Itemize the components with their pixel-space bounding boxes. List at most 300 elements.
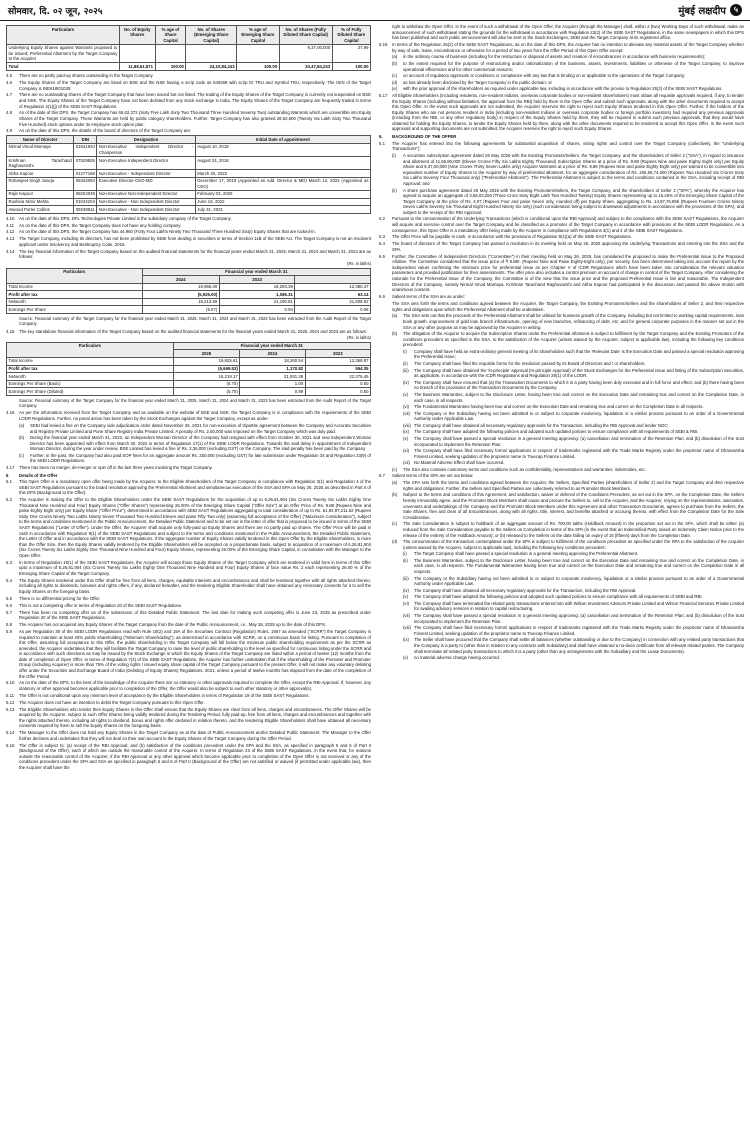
paragraph — [6, 622, 371, 628]
paragraph-number: (e) — [392, 86, 398, 92]
paragraph-text: As per Regulation 38 of the SEBI LODR Regulations read with Rule 19(2) and 19A of the Securities Contract (Regulation) Rules, 1957 as amended ("SCRR") the Target Company is required to maintain at least 25% public shareholding ("Minimum Shareholding"), as determined in accordance with SCRR, on a continuous basis for listing. Pursuant to completion of this Offer, assuming full acceptance to this Offer, the public shareholding in the Target Company will fall below the minimum public shareholding requirement as per the SCRR as amended, the Acquirer undertakes that they will facilitate the Target Company to raise the level of public shareholding to the level as specified for continuous listing under the SCRR and in accordance with such directions as may be issued by the Stock Exchange in which the Equity Shares of the Target Company are listed within a period of twelve (12) months from the date of completion of Open Offer. In terms of Regulation 7(4) of the SEBI SAST Regulations, the Acquirer has further undertaken that if the shareholding of the Promoter and Promoter Group (including Acquirer) is more than 75% of the voting rights / issued equity share capital of the Target Company pursuant to the present Offer, it will not make any voluntary delisting offer under the Securities and Exchange Board of India (Delisting of Equity Shares) Regulations, 2021, unless a period of twelve months has elapsed from the date of the completion of the Offer Period. — [19, 628, 371, 679]
paragraph-number: (ii) — [392, 187, 397, 193]
paragraph-number: 5.5 — [6, 595, 12, 601]
section-heading — [6, 473, 371, 479]
table-cell: 01641934 — [74, 143, 97, 156]
paragraph-text: No Material Adverse Effect shall have occurred. — [414, 460, 505, 466]
paragraph — [379, 141, 744, 152]
table-cell: 0.94 — [219, 306, 295, 314]
ssa-intro: The SSA sets forth the terms and conditions agreed between the Acquirer, the Target Company, the Existing Promoters/Sellers and the shareholders of Seller 2, and their respective rights and obligations upon which the Preferential Allotment shall be undertaken. — [392, 300, 744, 312]
table-cell: Non-Executive - Non Independent Director — [97, 198, 195, 206]
table-cell: December 17, 2019 (Appointed as Add. Director & MD) March 12, 2022 (Appointed as CEO) — [197, 178, 369, 189]
paragraph-number: (x) — [403, 655, 409, 661]
paragraph-number: (i) — [403, 551, 407, 557]
paragraph-text: As per the information received from the Target Company and as available on the website of BSE and NSE, the Target Company is in compliance with the requirements of the SEBI LODR Regulations. Further, no penal action has been taken by the Stock Exchanges against the Target Company, except as under: — [19, 410, 371, 422]
paragraph-number: (a) — [392, 480, 398, 486]
table-cell: 01277168 — [75, 170, 95, 176]
paragraph-number: 4.17 — [6, 464, 15, 470]
paragraph-text: to the extent required for the purpose of restructuring and/or rationalization of the business, assets, investments, liabilities or otherwise of the Target Company, to improve operational efficiencies and for other commercial reasons; — [403, 61, 744, 72]
paragraph-text: In terms of Regulation 19(1) of the SEBI SAST Regulations, the Acquirer will accept those Equity Shares of the Target Company which are tendered in valid form in terms of this Offer upto a maximum of 6,26,81,904 (Six Crores Twenty Six Lakhs Eighty One Thousand Nine Hundred and Four) Equity Shares of face value Rs. 2 each representing 26.00 % of the Emerging Share Capital of the Target Company. — [19, 559, 371, 576]
table-row — [7, 63, 371, 71]
sub-sub-paragraph — [403, 349, 744, 360]
paragraph-number: 5.10 — [6, 680, 15, 686]
paragraph-text: BACKGROUND OF THE OFFER — [392, 134, 457, 139]
paragraph-text: The Company shall have filed necessary forms/ applications in respect of trademarks registered with the Trade Marks Registry under the proprietor name of Dhanvarsha Finvest Limited, seeking updation of the proprietor name to Truecap Finance Limited. — [414, 625, 744, 636]
article-columns — [0, 21, 750, 1146]
sub-sub-paragraph — [403, 368, 744, 379]
paragraph-number: (viii) — [403, 422, 411, 428]
paragraph — [6, 693, 371, 699]
sub-paragraph — [392, 73, 744, 79]
column-group-header: Financial year ended March 31 — [173, 342, 370, 350]
table-cell: 63.14 — [295, 291, 371, 299]
paragraph-number: (ii) — [403, 557, 408, 563]
newspaper-name — [678, 3, 742, 17]
table-cell: Non-Executive Independent Director - Chairperson — [98, 144, 194, 155]
paragraph-number: 6.6 — [379, 294, 385, 300]
table-cell: (5.70) — [173, 380, 240, 388]
year-header — [295, 276, 371, 284]
paragraph-number: 5 — [6, 472, 9, 478]
paragraph-text: The Company shall have adopted the following policies and adopted such updated policies to ensure compliance with all requirements of SEBI and RBI. — [414, 594, 703, 600]
paragraph-text: The key standalone financial information of the Target Company based on the audited financial statements for the financial years ended March 31, 2025, 2024 and 2023 are as follows: — [19, 328, 367, 334]
paragraph-text: This is not a competing offer in terms of Regulation 20 of the SEBI SAST Regulations. — [19, 602, 183, 608]
table-cell: 1.00 — [240, 380, 305, 388]
paragraph-number: 5.11 — [6, 692, 15, 698]
paragraph — [6, 603, 371, 609]
paragraph — [379, 473, 744, 479]
table-cell: 21,608.92 — [295, 298, 371, 306]
sub-sub-paragraph — [403, 613, 744, 624]
paragraph-number: 5.12 — [6, 699, 15, 705]
sub-paragraph — [392, 492, 744, 520]
paragraph-number: (viii) — [403, 625, 411, 631]
table-row — [7, 298, 371, 306]
table-cell: 18,284.39 — [219, 283, 295, 291]
table-cell: Rajiv Kapoor — [7, 190, 74, 198]
paragraph-text: The Target Company shall have passed a special resolution in a general meeting approving the Preferential Allotment. — [414, 551, 639, 557]
sub-sub-paragraph — [403, 361, 744, 367]
paragraph — [6, 110, 371, 127]
paragraph-text: During the financial year ended March 31, 2022, an Independent Woman Director of the Company had resigned with effect from October 30, 2021 and new Independent Woman Director has been appointed with effect from March 30, 2022 in terms of Regulation 17(1) of the SEBI LODR Regulations. Towards the said delay in appointment of Independent Woman Director, during the year under review, BSE Limited has levied a fine of Rs. 2,36,000 (excluding GST) on the Company. The said penalty has been paid by the Company. — [30, 435, 371, 452]
column-header: Initial Date of appointment — [195, 136, 370, 144]
paragraph-number: (vi) — [403, 600, 409, 606]
paragraph-text: As on the date of this DPS, the details of the board of directors of the Target Company are: — [19, 128, 192, 134]
paragraph-number: (vi) — [403, 404, 409, 410]
table-cell: 19,925.61 — [173, 357, 240, 365]
paragraph-text: The Equity Shares tendered under this Offer shall be free from all liens, charges, equitable interests and encumbrances and shall be tendered together with all rights attached thereto, including all rights to dividends, bonuses and rights offers, if any, declared hereafter, and the tendering Eligible Shareholder shall have obtained any necessary consents for it to sell the Equity Shares on the foregoing basis. — [19, 577, 371, 594]
table-cell: June 16, 2022 — [195, 198, 370, 206]
table-cell: July 31, 2021 — [195, 206, 370, 214]
table-cell: 12,380.47 — [295, 283, 371, 291]
paragraph-number: (d) — [392, 539, 398, 545]
table-cell: Executive Director-CEO-MD — [97, 177, 195, 190]
table-cell: August 10, 2018 — [195, 143, 370, 156]
paragraph — [6, 707, 371, 729]
paragraph — [6, 578, 371, 595]
paragraph-text: There are no partly paid-up shares outstanding in the Target Company. — [19, 73, 154, 79]
table-cell: Non-Executive - Independent Director — [97, 170, 195, 178]
sub-paragraph — [392, 480, 744, 491]
table-cell: (5.70) — [173, 388, 240, 396]
sub-paragraph — [392, 54, 744, 60]
page-number: ५ — [730, 4, 742, 16]
table-cell: Krishnan Tarachand Raghuvanshi — [8, 157, 72, 169]
column-header: No. of Shares (Emerging Share Capital) — [186, 26, 237, 45]
paragraph-number: 4.6 — [6, 79, 12, 85]
table-header-row — [7, 136, 371, 144]
column-header: Designation — [97, 136, 195, 144]
paragraph-text: The consummation of the transaction contemplated under the SPA is subject to fulfilment of the conditions precedent as specified under the SPA to the satisfaction of the Acquirer (unless waived by the Acquirer, subject to applicable law), including the following key conditions precedent: — [403, 539, 744, 550]
paragraph-number: 4.13 — [6, 236, 15, 242]
paragraph — [6, 610, 371, 621]
table-cell: 0.50 — [305, 388, 370, 396]
table-cell: 9,37,00,000 — [279, 44, 332, 63]
paragraph-text: SEBI had levied a fine on the Company vide adjudication order dated November 25, 2021 for non-execution of tripartite agreement between the Company and Accurate Securities and Registry Private Limited and Pune Share Registry India Private Limited. A penalty of Rs. 2,50,000 was imposed on the Target Company which was duly paid. — [30, 422, 371, 434]
column-header: DIN — [74, 136, 97, 144]
paragraph-number: (xi) — [403, 448, 409, 454]
row-label: Total — [7, 63, 120, 71]
paragraph-text: The obligation of the Acquirer to acquire the Subscription Shares under the Preferential Allotment is subject to fulfilment by the Target Company and the Existing Promoters of the conditions precedent as specified in the SSA, to the satisfaction of the Acquirer (unless waived by the Acquirer, subject to applicable law), including the following key conditions precedent: — [403, 331, 744, 348]
paragraph-number: (x) — [403, 435, 409, 441]
table-cell: 1,086.31 — [219, 291, 295, 299]
table-cell: Atwood Porter Collins — [7, 206, 74, 214]
paragraph-number: (iii) — [403, 575, 409, 581]
paragraph-text: The board of directors of the Target Company has passed a resolution in its meeting held on May 26, 2025 approving the Underlying Transactions and entering into the SSA and the SPA. — [392, 241, 744, 252]
newspaper-masthead — [0, 0, 750, 21]
year-header: 2023 — [305, 350, 370, 358]
paragraph-text: The Acquirer is making the Offer to the Eligible Shareholders under the SEBI SAST Regulations for the acquisition of up to 6,26,81,904 (Six Crores Twenty Six Lakhs Eighty One Thousand Nine Hundred and Four) Equity Shares ("Offer Shares") representing 26.00% of the Emerging Share Capital ("Offer Size") at an Offer Price of Rs. 9.88 (Rupees Nine and paise Eighty Eight only) per Equity Share ("Offer Price"), determined in accordance with SEBI SAST Regulations aggregating to total consideration of up to Rs. 61,92,97,211.52 (Rupees Sixty One Crores Ninety Two Lakhs Ninety Seven Thousand Two Hundred Eleven and paise Fifty Two only) (assuming full acceptance of the Offer) ("Maximum Consideration"), subject to the terms and conditions mentioned in the Public Announcement, the Detailed Public Statement and to be set out in the letter of offer that is proposed to be issued in terms of the SEBI SAST Regulations ("Letter of Offer"). Under the Offer, the Acquirer shall acquire only fully-paid up Equity Shares and there are no partly paid up shares. The Offer Price will be paid in cash in accordance with Regulation 9(1) of the SEBI SAST Regulations and subject to the terms and conditions mentioned in the Public Announcement, the Detailed Public Statement, the Letter of Offer and in accordance with the SEBI SAST Regulations. If the aggregate number of Equity Shares validly tendered in this Open Offer by the Eligible Shareholders, is more than the Offer Size, then the Equity Shares validly tendered by the Eligible Shareholders will be accepted on a proportionate basis, subject to acquisition of a maximum of 6,26,81,904 (Six Crores Twenty Six Lakhs Eighty One Thousand Nine Hundred and Four) Equity Shares, representing 26.00% of the Emerging Share Capital, in consultation with the Manager to the Open Offer. — [19, 497, 371, 558]
paragraph-text: as has already been disclosed by the Target Company in the public domain; or — [403, 79, 552, 85]
paragraph-number: 5.6 — [6, 602, 12, 608]
paragraph-number: (c) — [392, 73, 398, 79]
sub-sub-paragraph — [403, 380, 744, 391]
paragraph-number: 4.14 — [6, 248, 15, 254]
paragraph-number: (iv) — [403, 379, 409, 385]
row-label: Earnings Per Share — [7, 306, 143, 314]
table-row — [7, 44, 371, 63]
paragraph-text: The Manager to the Offer does not hold any Equity Shares in the Target Company as at the date of Public Announcement and/or Detailed Public Statement. The Manager to the Offer further declares and undertakes that they will not deal on their own account in the Equity Shares of the Target Company during the Offer Period. — [19, 730, 371, 741]
sub-paragraph — [19, 435, 371, 452]
paragraph-number: 4.12 — [6, 229, 15, 235]
paragraph-number: 5.1 — [6, 479, 12, 485]
table-header-row — [7, 26, 371, 45]
paragraph-text: The Offer Price will be payable in cash, in accordance with the provisions of Regulation 9(1)(a) of the SEBI SAST Regulations. — [392, 234, 632, 240]
paragraph-text: As of the date of this DPS, the Target Company has 65,62,372 (Sixty Five Lakh Sixty Two Thousand Three Hundred Seventy Two) outstanding Warrants which are convertible into Equity Shares of the Target Company. These Warrants are held by public category shareholders. Further, Target Company has also granted 28,62,500 (Twenty Six Lakh Sixty Two Thousand Five Hundred) stock options under its employee stock option plan. — [19, 110, 371, 127]
paragraph-text: The Company shall have adopted the following policies and adopted such updated policies to ensure compliance with all requirements of SEBI & RBI. — [414, 429, 699, 435]
paragraph-number: 5.8 — [6, 622, 12, 628]
year-header: 2024 — [142, 276, 219, 284]
paragraph — [6, 629, 371, 679]
paragraph-number: (i) — [392, 153, 396, 159]
paragraph-text: Salient terms of the SSA are as under: — [392, 294, 466, 300]
financial-table-consolidated — [6, 268, 371, 314]
paragraph-number: 4.5 — [6, 73, 12, 79]
paragraph-text: Company shall have held an extra-ordinary general meeting of its shareholders such that the 'Relevant Date' is the Execution Date and passed a special resolution approving the Preferential Issue; — [414, 348, 744, 360]
table-cell: 100.00 — [237, 63, 279, 71]
paragraph — [379, 216, 744, 233]
table-cell — [155, 44, 186, 63]
table-cell: 11,88,61,871 — [119, 63, 155, 71]
table-row — [7, 198, 371, 206]
paragraph-text: The Acquirer does not have an intention to delist the Target Company pursuant to this Open Offer. — [19, 699, 205, 705]
paragraph-number: 4.9 — [6, 128, 12, 134]
paragraph — [379, 294, 744, 300]
paragraph — [6, 249, 371, 260]
sub-sub-paragraph — [403, 404, 744, 410]
paragraph-number: (c) — [19, 452, 25, 458]
table-cell: 0.50 — [305, 380, 370, 388]
year-header: 2023 — [219, 276, 295, 284]
paragraph-number: (v) — [403, 391, 409, 397]
table-row — [7, 283, 371, 291]
paragraph-text: The Offer is not conditional upon any minimum level of acceptance by the Eligible Shareholders in terms of Regulation 19 of the SEBI SAST Regulations. — [19, 692, 310, 698]
paragraph-number: 4.10 — [6, 215, 15, 221]
table-cell: 33,47,84,243 — [279, 63, 332, 71]
paragraph-number: (v) — [403, 594, 409, 600]
sub-paragraph — [392, 153, 744, 186]
sub-paragraph — [392, 521, 744, 538]
table-cell: February 03, 2020 — [195, 190, 370, 198]
column-header: Name of Director — [7, 136, 74, 144]
paragraph-number: 5.16 — [379, 42, 388, 48]
table-cell: August 24, 2018 — [195, 157, 370, 170]
year-header: 2024 — [240, 350, 305, 358]
paragraph-text: The Company shall have filed the requisite forms for the resolution passed by its Board of Directors and / or shareholders. — [414, 361, 646, 367]
paragraph-text: The Company shall have obtained all necessary regulatory approvals for the Transaction, including the RBI Approval. — [414, 587, 637, 593]
paragraph-number: (ii) — [403, 361, 408, 367]
paragraph-text: in the ordinary course of business (including for the restructure or disposal of assets and creation of encumbrances in accordance with business requirements); — [403, 54, 706, 60]
table-row — [7, 143, 371, 156]
paragraph — [6, 92, 371, 109]
row-label: Networth — [7, 298, 143, 306]
paragraph — [6, 730, 371, 741]
newspaper-title: मुंबई लक्षदीप — [678, 6, 726, 17]
paragraph-text: As on the date of this DPS, DFL Technologies Private Limited is the subsidiary company of the Target Company. — [19, 215, 232, 221]
paragraph-number: 6.1 — [379, 140, 385, 146]
sub-sub-paragraph — [403, 594, 744, 600]
sub-sub-paragraph — [403, 576, 744, 587]
paragraph — [6, 743, 371, 771]
paragraph-number: (vii) — [403, 613, 410, 619]
paragraph-text: Further, in the past, the Company had also paid SOP fines for an aggregate amount Rs. 250,000 (excluding GST) for late submission under Regulation 34 and Regulation 23(9) of the SEBI LODR Regulations. — [30, 452, 371, 464]
sub-sub-paragraph — [403, 625, 744, 636]
paragraph-text: As on the date of the DPS, to the best of the knowledge of the Acquirer there are no statutory or other approvals required to complete the Offer, except the RBI Approval. If, however, any statutory or other approval becomes applicable prior to completion of the Offer, the Offer would also be subject to such other statutory or other approval(s). — [19, 680, 371, 692]
paragraph — [379, 241, 744, 252]
paragraph-number: 4.15 — [6, 328, 15, 334]
paragraph — [6, 700, 371, 706]
sub-paragraph — [392, 331, 744, 348]
table-cell — [237, 44, 279, 63]
paragraph-text: There is no differential pricing for the Offer. — [19, 595, 101, 601]
table-cell: 0.06 — [295, 306, 371, 314]
table-cell — [119, 44, 155, 63]
fin2-units: (Rs. in lakhs) — [347, 335, 371, 341]
table-cell: 21,931.38 — [240, 373, 305, 381]
paragraph-text: This Open Offer is a mandatory open offer being made by the Acquirer, to the Eligible Shareholders of the Target Company in compliance with Regulation 3(1) and Regulation 4 of the SEBI SAST Regulations pursuant to the board resolution approving the Preferential Allotment and simultaneous execution of the SSA and SPA on May 26, 2025 as described in Part II of this DPS (Background to the Offer). — [19, 479, 371, 496]
fin1-units: (Rs. in lakhs) — [347, 261, 371, 267]
table-row — [7, 170, 371, 178]
table-cell: 27.99 — [332, 44, 370, 63]
table-cell: Nirmal Vinod Momaya — [7, 143, 74, 156]
paragraph-text: There has been no competing offer as of the submission of this Detailed Public Statement. The last date for making such competing offer is June 23, 2025 as prescribed under Regulation 20 of the SEBI SAST Regulations. — [19, 609, 371, 621]
paragraph — [6, 479, 371, 496]
table-cell: 01042204 — [75, 199, 95, 205]
paragraph-number: 6.2 — [379, 216, 385, 222]
paragraph-text: The Business Warranties, subject to the Disclosure Letter, having been true and correct on the Execution Date and remaining true and correct on the Completion Date, in each case, in all respects. — [414, 391, 744, 403]
paragraph-number: 5.15 — [6, 742, 15, 748]
table-cell: Rohanjeet Singh Juneja — [7, 177, 74, 190]
paragraph-number: 6.4 — [379, 241, 385, 247]
year-header: 2025 — [173, 350, 240, 358]
row-label: Underlying Equity Shares against Warrants proposed to be issued; Preferential Allotment by the Target Company to the Acquirer — [8, 45, 118, 62]
paragraph-text: Further, the Committee of Independent Directors ("Committee") in their meeting held on May 26, 2025, has considered the proposed to make the Preferential Issue to the Proposed Allottee. The Committee considered that the issue price of ₹ 9.88/- (Rupees Nine and Paise Eighty-Eight only), per security, has been determined taking into account the report by the independent valuer confirming the minimum price for preferential issue as per Chapter V of ICDR Regulations which have been taken into consideration the relevant valuation parameters and provided justification for their assessments. The offer price also includes a control premium on account of change in control of the Target Company. After considering the rationale for the Preferential Issue of the Company, the Committee is of the view that the issue price and the proposed Preferential Issue is fair and reasonable. The Independent Directors of the Company, namely Nirmal Vinod Momaya, Krishnan Tarachand Raghuvanshi and Abha Kapoor had participated in the discussion and passed the above motion with unanimous consent. — [392, 253, 744, 293]
table-row — [7, 177, 371, 190]
paragraph-text: All Eligible Shareholders (including residents, non-resident Indians, overseas corporate bodies or non-resident shareholders) must obtain all requisite approvals required, if any, to tender the Equity Shares (including without limitation, the approval from the RBI) held by them in the Open Offer and submit such approvals, along with the other documents required to accept this Open Offer. In the event such approvals are not submitted, the Acquirer reserves the right to reject such Equity Shares tendered in this Open Offer. Further, if the holders of the Equity Shares who are not persons resident in India (including non-resident Indians or overseas corporate bodies or foreign portfolio investors) had required any previous approvals (including from the RBI, or any other regulatory body) in respect of the Equity Shares held by them, they will be required to submit such previous approvals, that they would have obtained for holding the Equity Shares, to tender the Equity Shares held by them, along with the other documents required to be tendered to accept this Open Offer. In the event such approvals and supporting documents are not submitted, the Acquirer reserves the right to reject such Equity Shares. — [392, 92, 744, 132]
sub-paragraph — [392, 313, 744, 330]
sub-sub-paragraph — [403, 448, 744, 459]
table-row — [7, 380, 371, 388]
table-header-row — [7, 342, 371, 350]
column-header: Particulars — [7, 268, 143, 283]
table-cell: 07529826 — [74, 157, 97, 170]
paragraph — [6, 73, 371, 79]
fin2-source: Source: Financial summary of the Target Company for the financial year ended March 31, 2025, March 31, 2024 and March 31, 2023 has been extracted from the Audit Report of the Target Company. — [19, 397, 371, 409]
paragraph — [379, 93, 744, 132]
paragraph-text: As on the date of this DPS, the Target Company does not have any holding company. — [19, 222, 182, 228]
paragraph-number: 4.16 — [6, 410, 15, 416]
paragraph — [379, 42, 744, 53]
paragraph-text: The Company shall have obtained all necessary regulatory approvals for the Transaction, including the RBI Approval and lender NOC; — [414, 422, 669, 428]
right-column — [379, 24, 744, 1146]
sub-sub-paragraph — [403, 588, 744, 594]
paragraph-number: 5.9 — [6, 628, 12, 634]
paragraph-number: 5.7 — [6, 609, 12, 615]
table-cell: 22,275.45 — [305, 373, 370, 381]
table-row — [7, 373, 371, 381]
table-cell: 1,170.82 — [240, 365, 305, 373]
row-label: Earnings Per Share (Basic) — [7, 380, 174, 388]
sub-sub-paragraph — [403, 436, 744, 447]
paragraph-number: (a) — [392, 54, 398, 60]
table-cell: 08204049 — [75, 191, 95, 197]
paragraph — [6, 560, 371, 577]
table-cell: (6,669.53) — [173, 365, 240, 373]
paragraph-continued: right to withdraw the Open Offer. In the event of such a withdrawal of the Open Offer, the Acquirer (through the Manager) shall, within 2 (two) Working Days of such withdrawal, make an announcement of such withdrawal stating the grounds for the withdrawal in accordance with Regulation 23(2) of the SEBI SAST Regulations, in the same newspapers in which this DPS has been published and such public announcement will also be sent to the Stock Exchanges, SEBI and the Target Company at its registered office. — [392, 24, 744, 41]
paragraph — [6, 680, 371, 691]
paragraph-number: (a) — [392, 313, 398, 319]
table-cell: Non-Executive Non-Independent Director — [97, 190, 195, 198]
paragraph-text: The Eligible Shareholders who tender their Equity Shares in this Offer shall ensure that the Equity Shares are clear from all liens, charges and encumbrances. The Offer Shares will be acquired by the Acquirer, subject to such Offer Shares being validly tendered during the Tendering Period, fully paid-up, free from all liens, charges and encumbrances and together with the rights attached thereto, including all rights to dividend, bonus and rights offer declared in relation thereto, and the tendering Eligible Shareholders shall have obtained all necessary consents required by them to sell the Equity Shares on the foregoing basis. — [19, 706, 371, 729]
column-header: No. of Shares (Fully Diluted Share Capital) — [279, 26, 332, 45]
table-row — [7, 157, 371, 170]
table-row — [7, 357, 371, 365]
paragraph-text: The Acquirer has entered into the following agreements for substantial acquisition of shares, voting rights and control over the Target Company (collectively, the "Underlying Transactions"): — [392, 140, 744, 152]
paragraph-text: Pursuant to the consummation of the Underlying Transactions (which is conditional upon the RBI Approval) and subject to the compliance with the SEBI SAST Regulations, the Acquirer will acquire and exercise control over the Target Company and be classified as a promoter of the Target Company in accordance with provisions of the SEBI LODR Regulations. As a consequence, this Open Offer is a mandatory offer being made by the Acquirer in compliance with Regulations 3(1) and 4 of the SEBI SAST Regulations. — [392, 216, 744, 233]
paragraph-text: In terms of the Regulation 25(2) of the SEBI SAST Regulations, as on the date of this DPS, the Acquirer has no intention to alienate any material assets of the Target Company whether by way of sale, lease, encumbrance or otherwise for a period of two years from the Offer Period of this Open Offer except: — [392, 42, 744, 53]
paragraph-text: Salient terms of the SPA are set out below: — [392, 473, 474, 479]
paragraph-text: The Company or the Subsidiary having not been admitted to or subject to corporate insolvency, liquidation or a similar process pursuant to an order of a Governmental Authority under Applicable Law. — [414, 410, 744, 422]
paragraph-text: The Offer is subject to: (a) receipt of the RBI Approval; and (b) satisfaction of the conditions precedent under the SPA and the SSA, as specified in paragraph 5 and 6 of Part II (Background of the Offer), each of which are outside the reasonable control of the Acquirer. In terms of Regulation 23 of the SEBI SAST Regulations, in the event that, for reasons outside the reasonable control of the Acquirer, if the RBI Approval or any other approval which become applicable prior to completion of the Open Offer is not received or any of the conditions precedent under the SPA and SSA as specified in paragraph 5 and 6 of Part II (Background of the Offer) are not satisfied or waived (if permitted under applicable law), then the Acquirer shall have the — [19, 742, 371, 771]
paragraph — [6, 329, 371, 335]
paragraph-number: (c) — [392, 521, 398, 527]
paragraph-number: 6. — [379, 134, 383, 139]
paragraph-number: (b) — [392, 61, 398, 67]
table-cell: Rushina Nimir Mehta — [7, 198, 74, 206]
column-header: No. of Equity Shares — [119, 26, 155, 45]
left-column — [6, 24, 371, 1146]
paragraph-text: The Company shall have passed a special resolution in a general meeting approving: (a) cancellation and termination of the Retention Plan; and (b) dissolution of the trust incorporated to implement the Retention Plan. — [414, 435, 744, 447]
paragraph — [6, 497, 371, 558]
paragraph-text: The Company shall have terminated the related party transactions entered into with Wilson Investment Advisors Private Limited and Wilson Financial Services Private Limited for availing advisory services in relation to capital restructuring. — [414, 600, 744, 612]
column-header: Particulars — [7, 26, 120, 45]
table-row — [7, 365, 371, 373]
sub-sub-paragraph — [403, 411, 744, 422]
paragraph — [6, 128, 371, 134]
paragraph-text: A share purchase agreement dated 26 May 2025 with the Existing Promoters/Sellers, the Target Company, and the shareholders of Seller 2 ("SPA"), whereby the Acquirer has agreed to acquire an aggregate of 3,68,03,250 (Three Crore Sixty Eight Lakh Two Hundred Twenty) Equity Shares representing up to 15.26% of the Emerging Share Capital of the Target Company at the price of Rs. 4.07 (Rupees Four and paise Seven only, rounded off) per Equity Share, aggregating to Rs. 14,97,76,896 (Rupees Fourteen Crores Ninety Seven Lakhs Seventy Six Thousand Eight Hundred Ninety Six only) (such consideration being subject to downward adjustments in accordance with the provisions of the SPA), and subject to the receipt of the RBI Approval. — [403, 187, 744, 215]
paragraph-number: (ix) — [403, 429, 409, 435]
table-cell: 09238511 — [74, 206, 97, 214]
shareholding-table — [6, 25, 371, 71]
paragraph-number: 4.8 — [6, 110, 12, 116]
paragraph-number: 5.4 — [6, 577, 12, 583]
paragraph-text: no material adverse change having occurred. — [414, 655, 500, 661]
paragraph-number: (a) — [19, 422, 25, 428]
table-row — [7, 291, 371, 299]
fin1-source: Source: Financial summary of the Target Company for the financial year ended March 31, 2025, March 31, 2024 and March 31, 2023 has been extracted from the Audit Report of the Target Company. — [19, 315, 371, 327]
paragraph-text: The Business Warranties, subject to the Disclosure Letter, having been true and correct on the Execution Date and remaining true and correct on the Completion Date, in each case, in all respects. The Fundamental Warranties having been true and correct on the Execution Date and remaining true and correct on the Completion Date in all respects. — [414, 557, 744, 574]
paragraph-number: 6.5 — [379, 253, 385, 259]
sub-paragraph — [392, 61, 744, 72]
paragraph-text: The Acquirer has not acquired any Equity Shares of the Target Company from the date of the Public Announcement, i.e., May 26, 2025 up to the date of this DPS. — [19, 622, 327, 628]
paragraph — [6, 80, 371, 91]
paragraph-number: 5.3 — [6, 559, 12, 565]
paragraph-text: Details of the Offer — [19, 472, 58, 478]
row-label: Profit after tax — [7, 365, 174, 373]
paragraph-number: 5.14 — [6, 730, 15, 736]
paragraph-number: 5.13 — [6, 706, 15, 712]
table-row — [7, 190, 371, 198]
paragraph-text: There has been no merger, de-merger or spin off in the last three years involving the Target Company. — [19, 464, 213, 470]
paragraph-text: The SSA also contains customary terms and conditions such as confidentiality, representations and warranties, indemnities, etc. — [403, 466, 646, 472]
table-cell: Abha Kapoor — [7, 170, 74, 178]
paragraph-text: The Equity Shares of the Target Company are listed on BSE and the NSE having a scrip code as 540268 with scrip ID TRU and Symbol TRU, respectively. The ISIN of the Target Company is INE618I01029. — [19, 79, 371, 91]
table-cell: 21,190.81 — [219, 298, 295, 306]
table-row — [7, 206, 371, 214]
table-cell: 12,368.87 — [305, 357, 370, 365]
paragraph — [6, 216, 371, 222]
table-row — [7, 306, 371, 314]
table-cell: (5.07) — [142, 306, 219, 314]
paragraph-number: 4.7 — [6, 92, 12, 98]
sub-paragraph — [392, 539, 744, 550]
table-cell: 16,213.69 — [142, 298, 219, 306]
paragraph-number: (ix) — [403, 637, 409, 643]
paragraph — [6, 223, 371, 229]
paragraph-number: (b) — [19, 435, 25, 441]
sub-sub-paragraph — [403, 460, 744, 466]
sub-sub-paragraph — [403, 558, 744, 575]
column-header: % of Fully Diluted Share Capital — [332, 26, 370, 45]
sub-sub-paragraph — [403, 655, 744, 661]
table-cell: Non-Executive - Non Independent Director — [97, 206, 195, 214]
column-header: % age of Share Capital — [155, 26, 186, 45]
table-cell: 100.00 — [332, 63, 370, 71]
paragraph-text: The Seller shall have procured that the Company shall settle all balances (whether outstanding or due to the Company) in connection with any related party transactions that the Company is a party to (other than in relation to any contracts with Subsidiary) and shall have obtained a no-dues certificate from all relevant related parties. The Company shall terminate all related party transactions to which it is a party (other than any arrangements with the Subsidiary and the Lease Documents). — [414, 637, 744, 654]
paragraph-number: (iv) — [403, 587, 409, 593]
paragraph-number: (xii) — [403, 460, 410, 466]
table-cell: 100.00 — [155, 63, 186, 71]
